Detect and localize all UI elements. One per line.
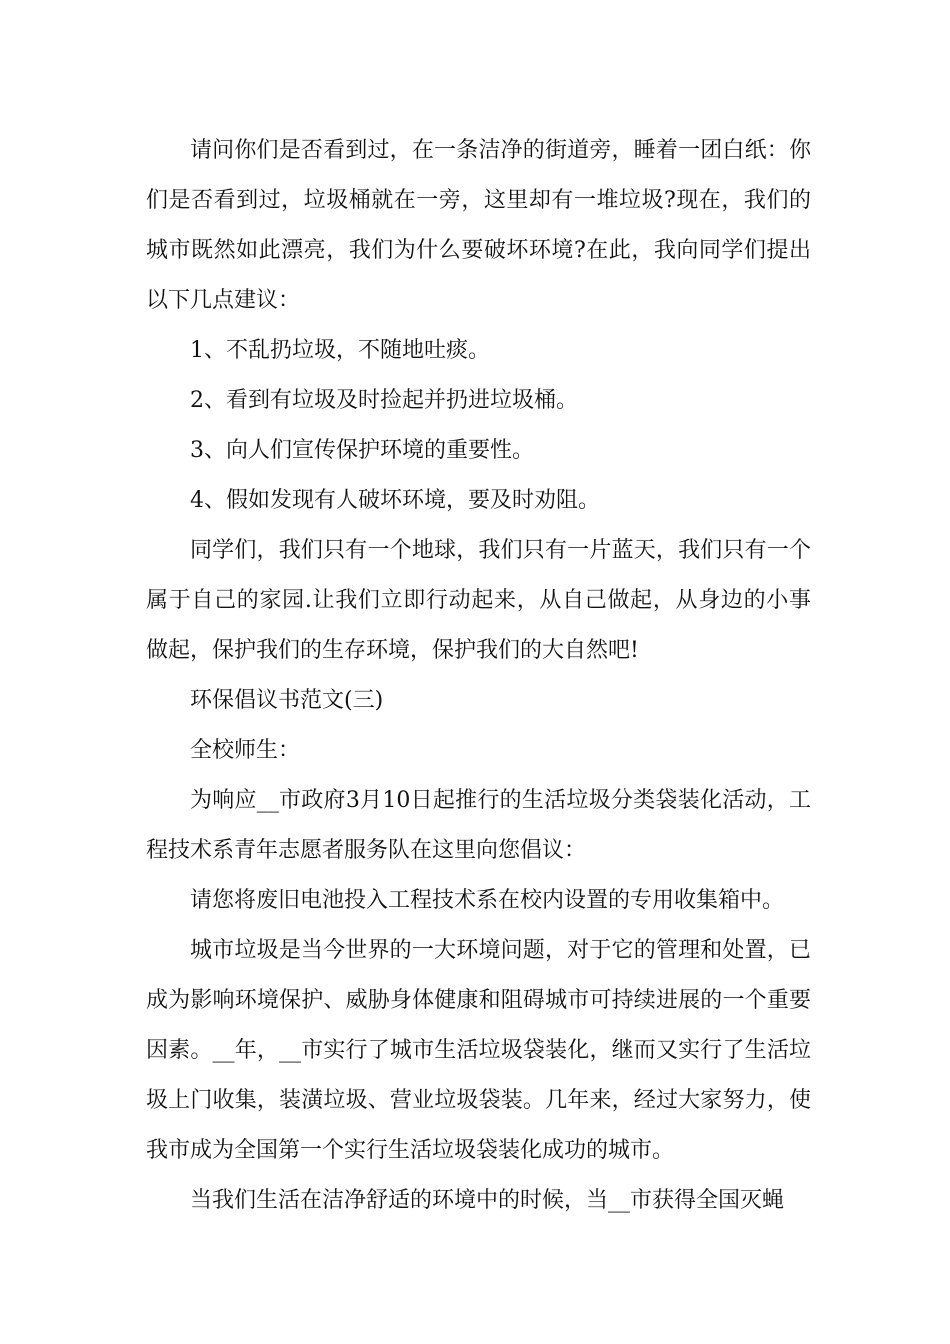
- salutation: 全校师生：: [190, 738, 301, 763]
- suggestion-item-1: 1、不乱扔垃圾，不随地吐痰。: [190, 338, 490, 363]
- document-body: [146, 126, 811, 1226]
- paragraph-intro-questions: 请问你们是否看到过，在一条洁净的街道旁，睡着一团白纸：你们是否看到过，垃圾桶就在一旁，这里却有一堆垃圾?现在，我们的城市既然如此漂亮，我们为什么要破坏环境?在此，我向同学们提出以下几点建议：: [146, 138, 811, 313]
- suggestion-item-3: 3、向人们宣传保护环境的重要性。: [190, 438, 534, 463]
- paragraph-clean-environment: 当我们生活在洁净舒适的环境中的时候，当__市获得全国灭蝇: [190, 1188, 785, 1213]
- paragraph-call-to-action: 同学们，我们只有一个地球，我们只有一片蓝天，我们只有一个属于自己的家园.让我们立即行动起来，从自己做起，从身边的小事做起，保护我们的生存环境，保护我们的大自然吧!: [146, 538, 811, 663]
- suggestion-item-4: 4、假如发现有人破坏环境，要及时劝阻。: [190, 488, 600, 513]
- suggestion-item-2: 2、看到有垃圾及时捡起并扔进垃圾桶。: [190, 388, 578, 413]
- section-title: 环保倡议书范文(三): [190, 688, 384, 713]
- paragraph-response: 为响应__市政府3月10日起推行的生活垃圾分类袋装化活动，工程技术系青年志愿者服务队在这里向您倡议：: [146, 788, 811, 863]
- paragraph-battery-request: 请您将废旧电池投入工程技术系在校内设置的专用收集箱中。: [190, 888, 785, 913]
- paragraph-urban-waste: 城市垃圾是当今世界的一大环境问题，对于它的管理和处置，已成为影响环境保护、威胁身体健康和阻碍城市可持续进展的一个重要因素。__年，__市实行了城市生活垃圾袋装化，继而又实行了生活垃圾上门收集，装潢垃圾、营业垃圾袋装。几年来，经过大家努力，使我市成为全国第一个实行生活垃圾袋装化成功的城市。: [146, 938, 811, 1163]
